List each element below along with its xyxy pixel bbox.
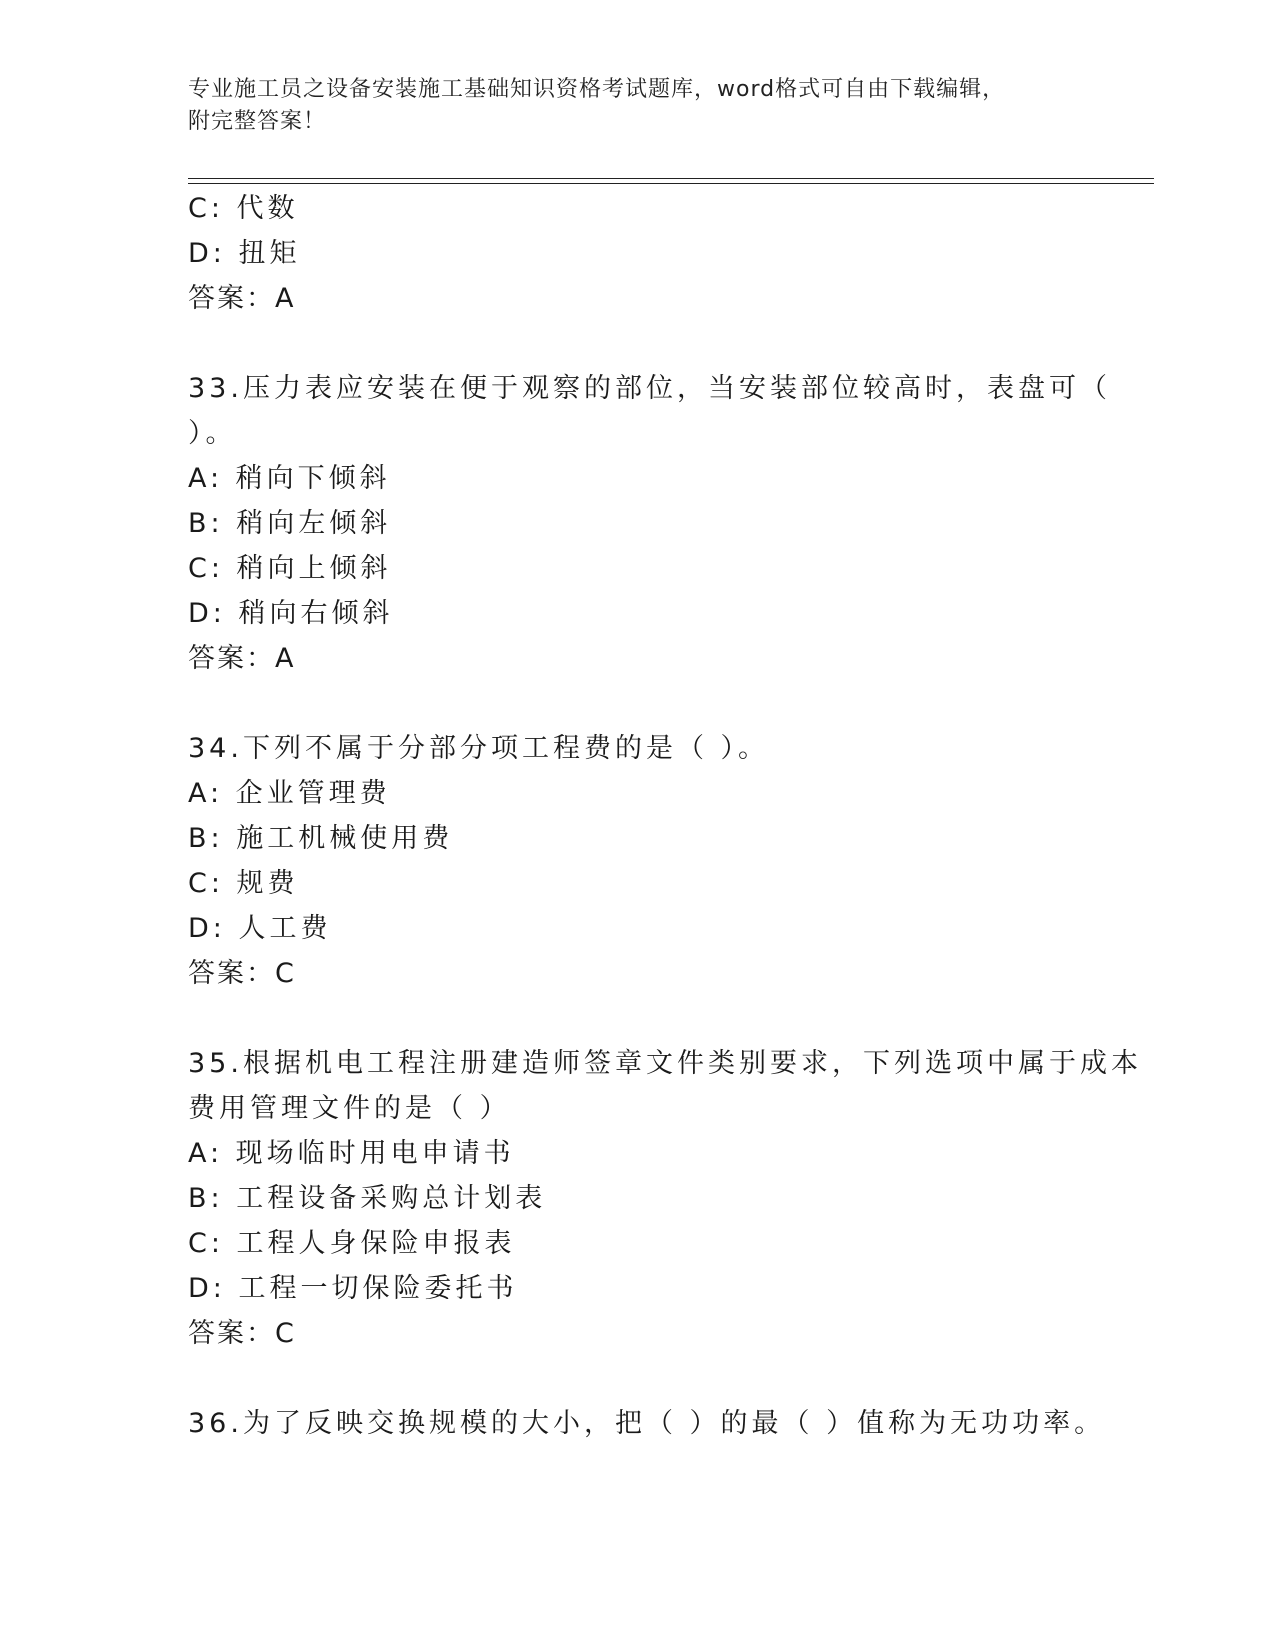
- q34-stem: 34.下列不属于分部分项工程费的是（ ）。: [188, 733, 770, 764]
- q33-option-b: B: 稍向左倾斜: [188, 508, 392, 539]
- header-line-1: 专业施工员之设备安装施工基础知识资格考试题库，word格式可自由下载编辑，: [188, 77, 1006, 102]
- q32-option-c: C: 代数: [188, 193, 299, 224]
- q34-option-d: D: 人工费: [188, 913, 332, 944]
- q33-option-c: C: 稍向上倾斜: [188, 553, 392, 584]
- q36-stem: 36.为了反映交换规模的大小，把（ ）的最（ ）值称为无功功率。: [188, 1408, 1106, 1439]
- q34-option-a: A: 企业管理费: [188, 778, 391, 809]
- q32-answer: 答案：A: [188, 283, 296, 314]
- q33-stem-line-1: 33.压力表应安装在便于观察的部位，当安装部位较高时，表盘可（: [188, 373, 1111, 404]
- q35-option-d: D: 工程一切保险委托书: [188, 1273, 518, 1304]
- document-header: [188, 74, 1068, 138]
- q35-option-a: A: 现场临时用电申请书: [188, 1138, 515, 1169]
- q35-option-b: B: 工程设备采购总计划表: [188, 1183, 547, 1214]
- q33-answer: 答案：A: [188, 643, 296, 674]
- header-rule-bottom: [188, 183, 1154, 184]
- q34-option-c: C: 规费: [188, 868, 299, 899]
- q32-option-d: D: 扭矩: [188, 238, 301, 269]
- q34-answer: 答案：C: [188, 958, 296, 989]
- q35-answer: 答案：C: [188, 1318, 296, 1349]
- q35-stem-line-1: 35.根据机电工程注册建造师签章文件类别要求，下列选项中属于成本: [188, 1048, 1142, 1079]
- q34-option-b: B: 施工机械使用费: [188, 823, 454, 854]
- q35-option-c: C: 工程人身保险申报表: [188, 1228, 516, 1259]
- q35-stem-line-2: 费用管理文件的是（ ）: [188, 1093, 511, 1124]
- header-line-2: 附完整答案！: [188, 109, 327, 134]
- q33-option-d: D: 稍向右倾斜: [188, 598, 394, 629]
- q33-option-a: A: 稍向下倾斜: [188, 463, 391, 494]
- header-rule-top: [188, 178, 1154, 179]
- q33-stem-line-2: ）。: [188, 418, 237, 449]
